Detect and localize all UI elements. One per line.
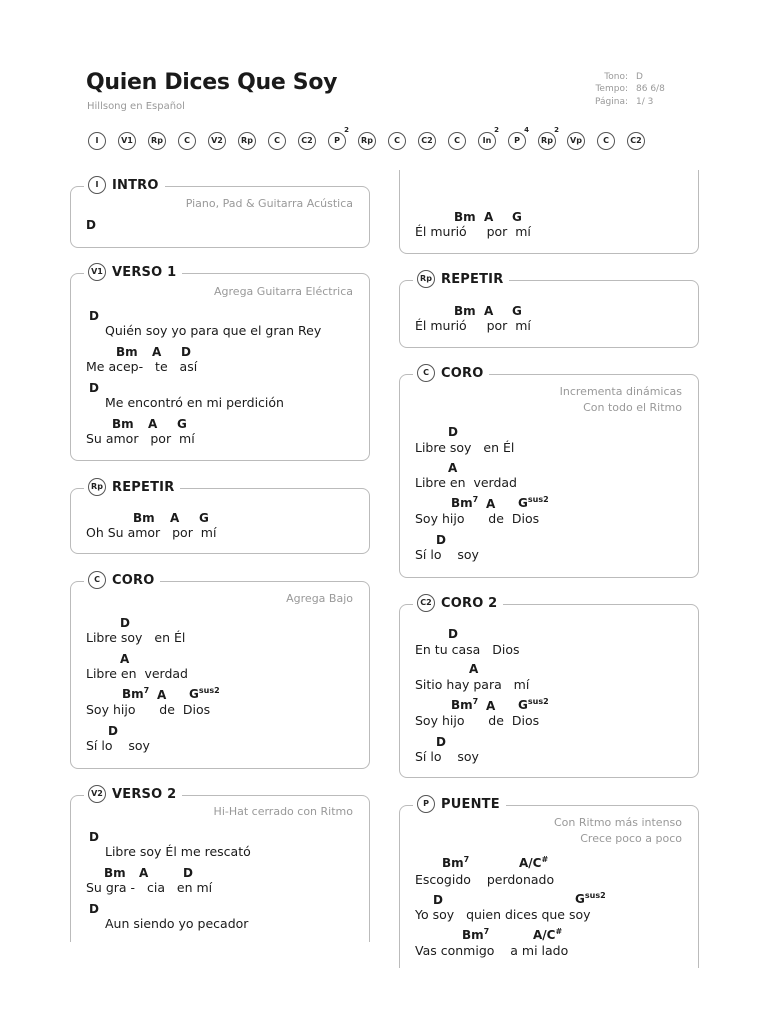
chord: G xyxy=(512,304,522,318)
chord: Bm xyxy=(104,866,126,880)
section-name: REPETIR xyxy=(112,479,175,495)
sequence-badge[interactable]: Rp xyxy=(148,132,166,150)
lyric-line: Sí lo soy xyxy=(415,547,479,562)
chord: D xyxy=(89,381,99,395)
section-header-verso-2 xyxy=(84,784,182,804)
chord: A xyxy=(486,497,496,511)
section-continuation xyxy=(399,170,699,254)
lyric-line: Escogido perdonado xyxy=(415,872,555,887)
section-repetir-1 xyxy=(70,488,370,554)
section-name: CORO xyxy=(112,572,155,588)
lyric-line: Sí lo soy xyxy=(86,738,150,753)
chord: A xyxy=(484,210,494,224)
sequence-badge[interactable]: C2 xyxy=(418,132,436,150)
section-name: CORO xyxy=(441,365,484,381)
tempo-label: Tempo: xyxy=(595,84,628,94)
section-header-coro-b xyxy=(413,593,503,613)
sequence-badge[interactable]: C2 xyxy=(627,132,645,150)
chord: $G^{sus2}$ xyxy=(189,686,220,701)
chord: G xyxy=(199,511,209,525)
sequence-badge[interactable]: Rp xyxy=(358,132,376,150)
lyric-line: Soy hijo de Dios xyxy=(415,713,540,728)
chord: Bm xyxy=(112,417,134,431)
section-note: Agrega Bajo xyxy=(286,592,353,605)
song-title: Quien Dices Que Soy xyxy=(86,70,338,95)
section-note: Crece poco a poco xyxy=(580,832,682,845)
lyric-line: Me encontró en mi perdición xyxy=(105,395,284,410)
section-badge: C xyxy=(88,571,106,589)
chord: A xyxy=(120,652,130,666)
chord: D xyxy=(448,627,458,641)
sequence-badge[interactable]: Rp xyxy=(238,132,256,150)
lyric-line: Libre en verdad xyxy=(415,475,517,490)
section-note: Piano, Pad & Guitarra Acústica xyxy=(185,197,353,210)
chord: A/C# xyxy=(519,855,549,870)
lyric-line: Quién soy yo para que el gran Rey xyxy=(105,323,322,338)
section-note: Con todo el Ritmo xyxy=(583,401,682,414)
section-name: REPETIR xyxy=(441,271,504,287)
chord: D xyxy=(433,893,443,907)
lyric-line: Yo soy quien dices que soy xyxy=(415,907,591,922)
chord: A xyxy=(148,417,158,431)
chord: Bm xyxy=(454,210,476,224)
chord: Bm xyxy=(116,345,138,359)
section-name: INTRO xyxy=(112,177,159,193)
chord: A xyxy=(469,662,479,676)
sequence-badge[interactable]: Vp xyxy=(567,132,585,150)
lyric-line: Vas conmigo a mi lado xyxy=(415,943,569,958)
section-name: PUENTE xyxy=(441,796,500,812)
section-header-coro-1 xyxy=(84,570,160,590)
chord: D xyxy=(448,425,458,439)
chord: D xyxy=(89,830,99,844)
chord: D xyxy=(183,866,193,880)
chord: Bm$^7$ xyxy=(451,495,479,510)
chord: A xyxy=(486,699,496,713)
chord: D xyxy=(181,345,191,359)
tono-value: D xyxy=(636,72,643,82)
lyric-line: Él murió por mí xyxy=(415,318,531,333)
section-header-puente xyxy=(413,794,506,814)
section-header-repetir-2 xyxy=(413,269,509,289)
lyric-line: En tu casa Dios xyxy=(415,642,520,657)
chord: Bm$^7$ xyxy=(122,686,150,701)
lyric-line: Soy hijo de Dios xyxy=(415,511,540,526)
section-note: Hi-Hat cerrado con Ritmo xyxy=(213,805,353,818)
chord: $G^{sus2}$ xyxy=(518,495,549,510)
song-subtitle: Hillsong en Español xyxy=(87,101,185,112)
section-badge: Rp xyxy=(417,270,435,288)
chord: A xyxy=(484,304,494,318)
chord: A xyxy=(448,461,458,475)
sequence-badge[interactable]: C xyxy=(268,132,286,150)
lyric-line: Libre en verdad xyxy=(86,666,188,681)
chord: A xyxy=(139,866,149,880)
section-badge: I xyxy=(88,176,106,194)
section-note: Agrega Guitarra Eléctrica xyxy=(214,285,353,298)
lyric-line: Su amor por mí xyxy=(86,431,195,446)
sequence-badge[interactable]: P 2 xyxy=(328,132,346,150)
chord: D xyxy=(436,735,446,749)
lyric-line: Me acep- te así xyxy=(86,359,198,374)
chord: $G^{sus2}$ xyxy=(518,697,549,712)
chord: Bm$^7$ xyxy=(442,855,470,870)
lyric-line: Soy hijo de Dios xyxy=(86,702,211,717)
section-header-coro-2 xyxy=(413,363,489,383)
lyric-line: Sitio hay para mí xyxy=(415,677,530,692)
sequence-badge[interactable]: V2 xyxy=(208,132,226,150)
chord: A/C# xyxy=(533,927,563,942)
lyric-line: Libre soy Él me rescató xyxy=(105,844,251,859)
chord: Bm$^7$ xyxy=(462,927,490,942)
sequence-badge[interactable]: C2 xyxy=(298,132,316,150)
tono-label: Tono: xyxy=(604,72,628,82)
sequence-badge[interactable]: P 4 xyxy=(508,132,526,150)
page-cutoff xyxy=(69,942,373,972)
page-cutoff xyxy=(398,968,702,988)
chord: Bm xyxy=(133,511,155,525)
sequence-badge[interactable]: C xyxy=(597,132,615,150)
chord: A xyxy=(157,688,167,702)
lyric-line: Libre soy en Él xyxy=(86,630,186,645)
section-badge: V1 xyxy=(88,263,106,281)
section-badge: V2 xyxy=(88,785,106,803)
lyric-line: Oh Su amor por mí xyxy=(86,525,217,540)
section-intro xyxy=(70,186,370,248)
chord: D xyxy=(89,309,99,323)
chord: Bm xyxy=(454,304,476,318)
sequence-badge[interactable]: In 2 xyxy=(478,132,496,150)
chord: D xyxy=(120,616,130,630)
section-name: VERSO 2 xyxy=(112,786,177,802)
chord: G xyxy=(512,210,522,224)
section-note: Con Ritmo más intenso xyxy=(553,816,682,829)
section-badge: P xyxy=(417,795,435,813)
chord: Bm$^7$ xyxy=(451,697,479,712)
section-header-repetir-1 xyxy=(84,477,180,497)
section-name: VERSO 1 xyxy=(112,264,177,280)
lyric-line: Sí lo soy xyxy=(415,749,479,764)
chord: A xyxy=(152,345,162,359)
chord: $G^{sus2}$ xyxy=(575,891,606,906)
sequence-badge[interactable]: C xyxy=(178,132,196,150)
sequence-badge[interactable]: V1 xyxy=(118,132,136,150)
lyric-line: Aun siendo yo pecador xyxy=(105,916,249,931)
chord: G xyxy=(177,417,187,431)
section-note: Incrementa dinámicas xyxy=(559,385,682,398)
tempo-value: 86 6/8 xyxy=(636,84,665,94)
section-name: CORO 2 xyxy=(441,595,498,611)
pagina-label: Página: xyxy=(594,97,628,107)
sequence-badge[interactable]: I xyxy=(88,132,106,150)
section-badge: C xyxy=(417,364,435,382)
section-badge: Rp xyxy=(88,478,106,496)
lyric-line: Él murió por mí xyxy=(415,224,531,239)
lyric-line: Su gra - cia en mí xyxy=(86,880,213,895)
sequence-badge[interactable]: Rp 2 xyxy=(538,132,556,150)
section-badge: C2 xyxy=(417,594,435,612)
chord: D xyxy=(86,218,96,232)
chord: D xyxy=(436,533,446,547)
sequence-badge[interactable]: C xyxy=(388,132,406,150)
section-repetir-2 xyxy=(399,280,699,348)
sequence-badge[interactable]: C xyxy=(448,132,466,150)
chord: A xyxy=(170,511,180,525)
section-header-intro xyxy=(84,175,165,195)
lyric-line: Libre soy en Él xyxy=(415,440,515,455)
section-header-verso-1 xyxy=(84,262,182,282)
pagina-value: 1/ 3 xyxy=(636,97,654,107)
chord: D xyxy=(108,724,118,738)
chord: D xyxy=(89,902,99,916)
